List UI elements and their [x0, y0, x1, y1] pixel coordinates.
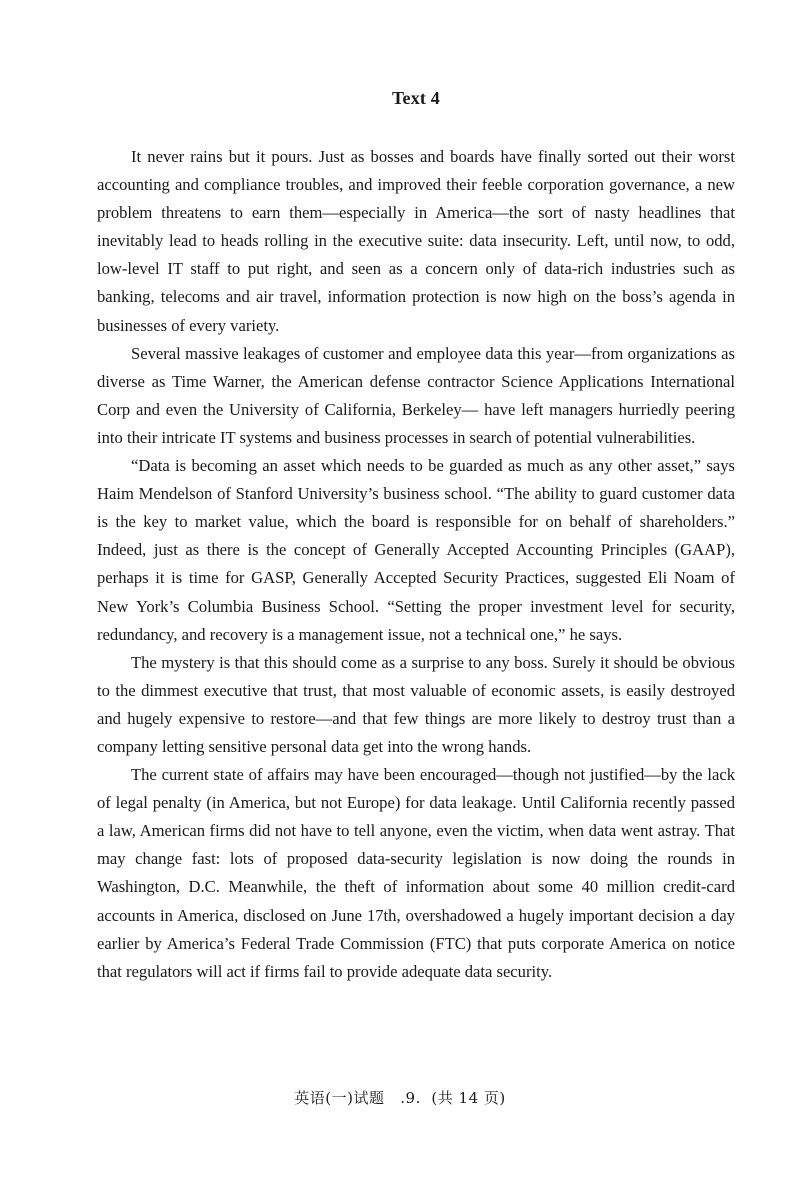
page-footer [0, 1087, 800, 1108]
paragraph-2: Several massive leakages of customer and employee data this year—from organizations as diverse as Time Warner, the American defense contractor Science Applications International Corp and even the University of California, Berkeley— have left managers hurriedly peering into their intricate IT systems and business processes in search of potential vulnerabilities. [97, 343, 735, 447]
exam-label: 英语(一)试题 [294, 1089, 385, 1107]
passage-body [97, 143, 735, 986]
paragraph-5: The current state of affairs may have been encouraged—though not justified—by the lack of legal penalty (in America, but not Europe) for data leakage. Until California recently passed a law, American firms did not have to tell anyone, even the victim, when data went astray. That may change fast: lots of proposed data-security legislation is now doing the rounds in Washington, D.C. Meanwhile, the theft of information about some 40 million credit-card accounts in America, disclosed on June 17th, overshadowed a hugely important decision a day earlier by America’s Federal Trade Commission (FTC) that puts corporate America on notice that regulators will act if firms fail to provide adequate data security. [97, 765, 735, 981]
page-number: .9. [400, 1089, 421, 1107]
paragraph-1: It never rains but it pours. Just as bosses and boards have finally sorted out their worst accounting and compliance troubles, and improved their feeble corporation governance, a new problem threatens to earn them—especially in America—the sort of nasty headlines that inevitably lead to heads rolling in the executive suite: data insecurity. Left, until now, to odd, low-level IT staff to put right, and seen as a concern only of data-rich industries such as banking, telecoms and air travel, information protection is now high on the boss’s agenda in businesses of every variety. [97, 147, 735, 335]
paragraph-4: The mystery is that this should come as a surprise to any boss. Surely it should be obvious to the dimmest executive that trust, that most valuable of economic assets, is easily destroyed and hugely expensive to restore—and that few things are more likely to destroy trust than a company letting sensitive personal data get into the wrong hands. [97, 652, 735, 756]
paragraph-3: “Data is becoming an asset which needs to be guarded as much as any other asset,” says Haim Mendelson of Stanford University’s business school. “The ability to guard customer data is the key to market value, which the board is responsible for on behalf of shareholders.” Indeed, just as there is the concept of Generally Accepted Accounting Principles (GAAP), perhaps it is time for GASP, Generally Accepted Security Practices, suggested Eli Noam of New York’s Columbia Business School. “Setting the proper investment level for security, redundancy, and recovery is a management issue, not a technical one,” he says. [97, 456, 735, 644]
passage-title: Text 4 [391, 88, 441, 108]
total-pages: (共 14 页) [431, 1089, 506, 1107]
